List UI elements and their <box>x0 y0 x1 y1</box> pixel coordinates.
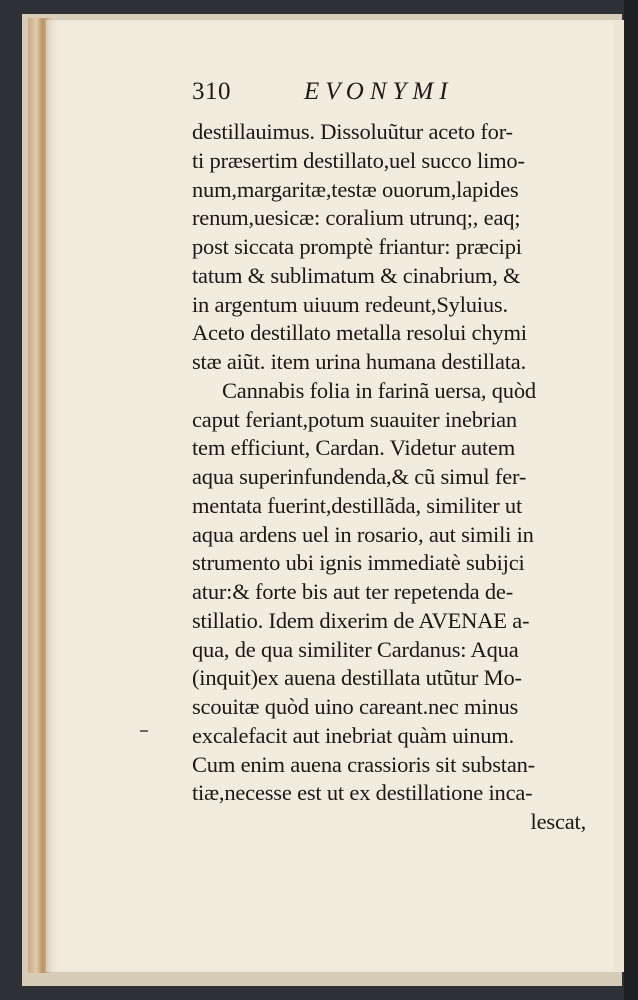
text-line: lescat, <box>530 809 586 834</box>
scanner-edge <box>624 0 638 1000</box>
text-line: ti præsertim destillato,uel succo limo- <box>192 147 525 173</box>
page-header <box>192 78 522 116</box>
text-line: mentata fuerint,destillãda, similiter ut <box>192 492 523 518</box>
text-line: stillatio. Idem dixerim de AVENAE a- <box>192 607 530 633</box>
text-line: excalefacit aut inebriat quàm uinum. <box>192 722 515 748</box>
text-line: stæ aiũt. item urina humana destillata. <box>192 349 526 374</box>
margin-mark <box>140 730 148 732</box>
body-text <box>192 118 602 837</box>
text-line: Aceto destillato metalla resolui chymi <box>192 320 527 346</box>
running-title: EVONYMI <box>304 78 454 105</box>
text-line: strumento ubi ignis immediatè subijci <box>192 550 525 576</box>
text-line: scouitæ quòd uino careant.nec minus <box>192 694 519 719</box>
text-line: renum,uesicæ: coralium utrunq;, eaq; <box>192 205 521 231</box>
text-line: post siccata promptè friantur: præcipi <box>192 234 522 259</box>
text-line: in argentum uiuum redeunt,Syluius. <box>192 291 508 317</box>
text-line: tiæ,necesse est ut ex destillatione inca- <box>192 780 533 806</box>
text-line: num,margaritæ,testæ ouorum,lapides <box>192 176 519 202</box>
text-line: atur:& forte bis aut ter repetenda de- <box>192 579 514 604</box>
page-number: 310 <box>192 78 231 105</box>
text-line: aqua ardens uel in rosario, aut simili in <box>192 521 534 547</box>
text-line: aqua superinfundenda,& cũ simul fer- <box>192 464 527 489</box>
text-line: Cannabis folia in farinã uersa, quòd <box>222 377 536 403</box>
text-line: caput feriant,potum suauiter inebrian <box>192 406 517 432</box>
text-line: qua, de qua similiter Cardanus: Aqua <box>192 636 519 662</box>
facing-page-edge <box>614 20 624 972</box>
text-line: destillauimus. Dissoluũtur aceto for- <box>192 119 513 144</box>
text-line: tem efficiunt, Cardan. Videtur autem <box>192 435 516 461</box>
text-line: tatum & sublimatum & cinabrium, & <box>192 262 521 288</box>
text-line: (inquit)ex auena destillata utũtur Mo- <box>192 665 522 691</box>
text-line: Cum enim auena crassioris sit substan- <box>192 751 535 777</box>
